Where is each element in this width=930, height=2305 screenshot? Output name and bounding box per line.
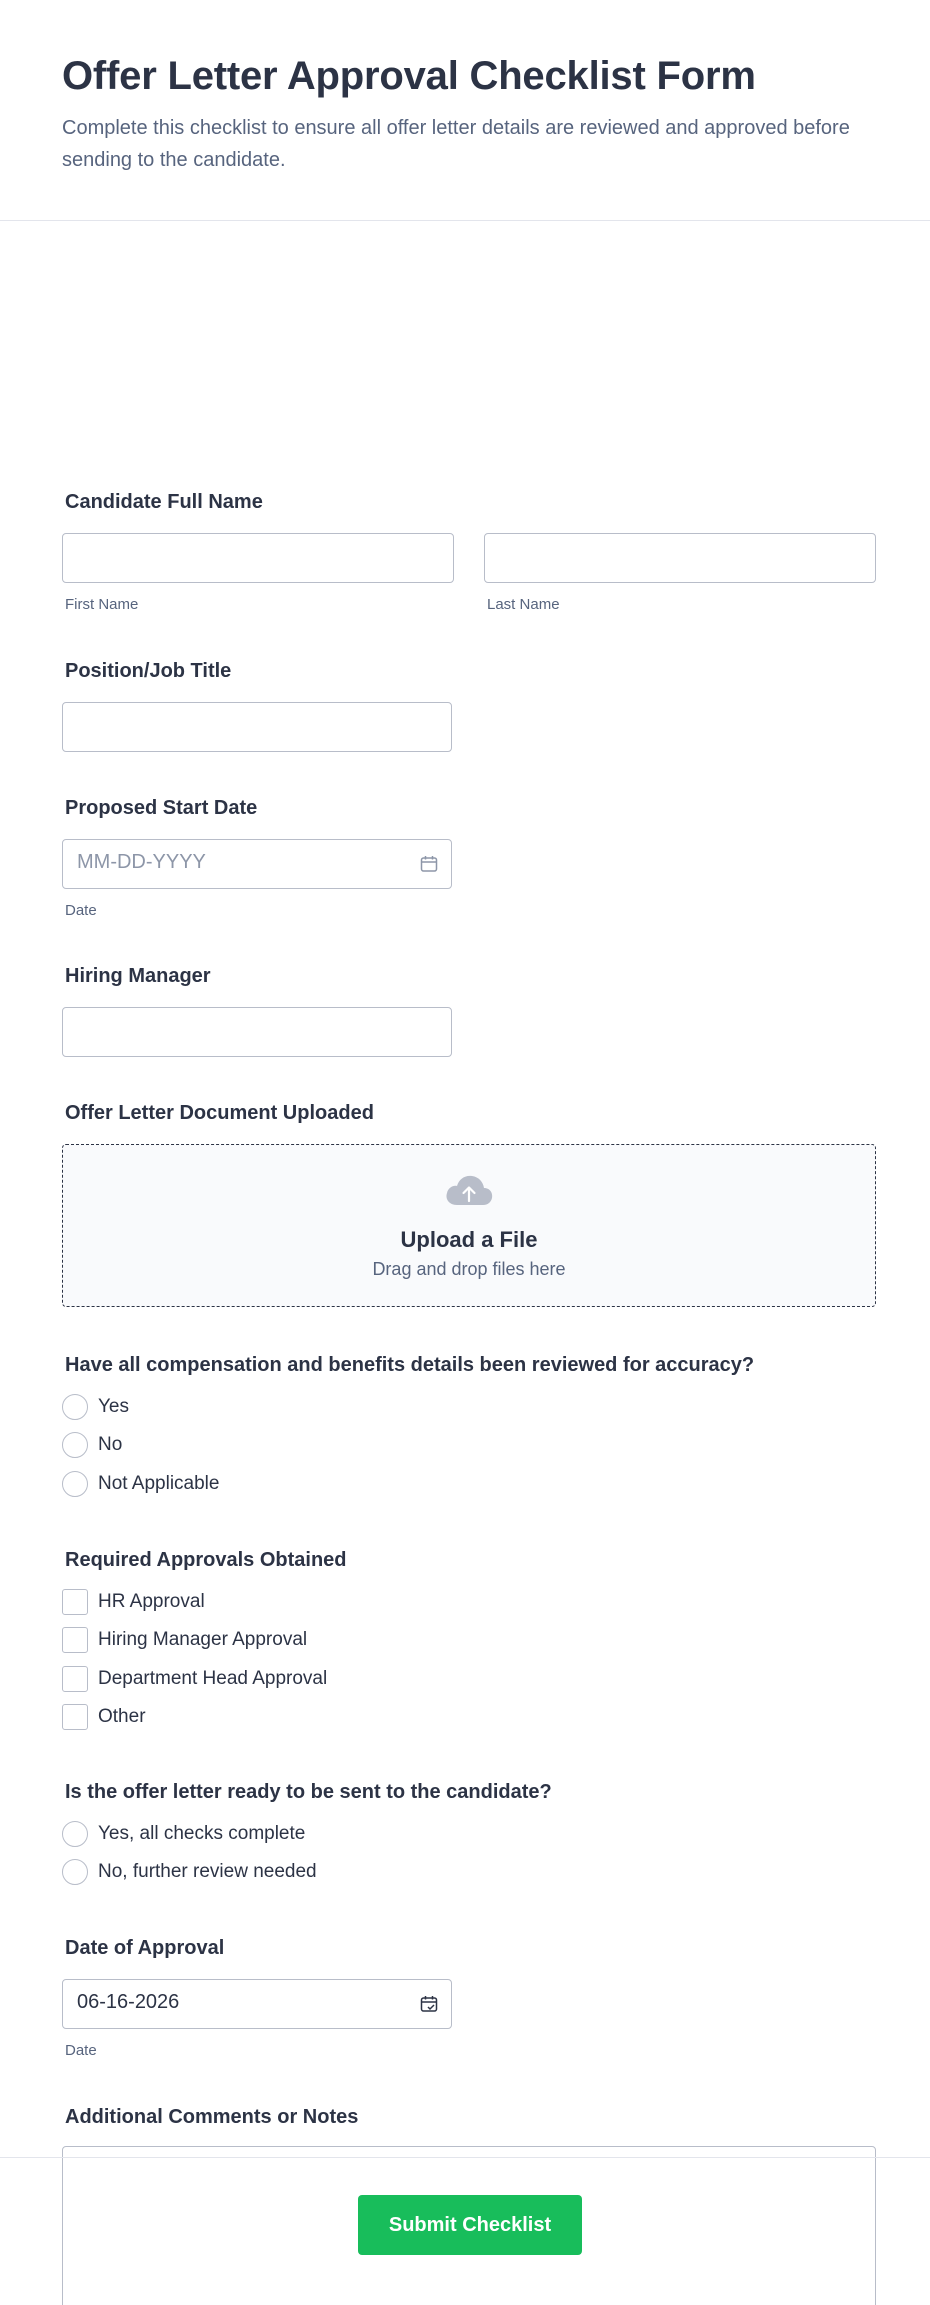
start-date-placeholder: MM-DD-YYYY	[77, 851, 206, 873]
checkbox[interactable]	[62, 1627, 88, 1653]
ready-field	[62, 1779, 876, 1889]
hiring-manager-label: Hiring Manager	[65, 965, 211, 987]
hiring-manager-input[interactable]	[62, 1007, 452, 1057]
radio-button[interactable]	[62, 1432, 88, 1458]
ready-label: Is the offer letter ready to be sent to the candidate?	[65, 1781, 552, 1803]
candidate-name-field	[62, 489, 876, 619]
start-date-label: Proposed Start Date	[65, 797, 258, 819]
approval-date-value: 06-16-2026	[77, 1991, 180, 2013]
compensation-option-not-applicable[interactable]: Not Applicable	[62, 1470, 219, 1498]
position-input[interactable]	[62, 702, 452, 752]
compensation-option-yes[interactable]: Yes	[62, 1393, 129, 1421]
position-label: Position/Job Title	[65, 660, 232, 682]
radio-button[interactable]	[62, 1859, 88, 1885]
approval-date-field	[62, 1935, 876, 2065]
upload-title: Upload a File	[400, 1227, 538, 1252]
radio-button[interactable]	[62, 1394, 88, 1420]
page-title: Offer Letter Approval Checklist Form	[62, 54, 756, 98]
first-name-input[interactable]	[62, 533, 454, 583]
compensation-option-no[interactable]: No	[62, 1431, 122, 1459]
submit-button[interactable]: Submit Checklist	[358, 2195, 582, 2255]
upload-hint: Drag and drop files here	[372, 1259, 566, 1279]
compensation-label: Have all compensation and benefits details been reviewed for accuracy?	[65, 1354, 755, 1376]
cloud-upload-icon	[443, 1171, 495, 1211]
checkbox[interactable]	[62, 1704, 88, 1730]
form-header	[0, 0, 930, 221]
start-date-field	[62, 795, 876, 925]
calendar-check-icon[interactable]	[419, 1994, 439, 2014]
approval-date-label: Date of Approval	[65, 1937, 225, 1959]
upload-field	[62, 1100, 876, 1310]
approval-option-department-head[interactable]: Department Head Approval	[62, 1665, 327, 1693]
hiring-manager-field	[62, 963, 876, 1063]
approvals-label: Required Approvals Obtained	[65, 1549, 347, 1571]
approval-option-hr[interactable]: HR Approval	[62, 1588, 205, 1616]
approval-option-hiring-manager[interactable]: Hiring Manager Approval	[62, 1626, 307, 1654]
radio-button[interactable]	[62, 1471, 88, 1497]
candidate-name-label: Candidate Full Name	[65, 491, 263, 513]
approval-option-other[interactable]: Other	[62, 1703, 146, 1731]
first-name-sublabel: First Name	[65, 596, 139, 613]
last-name-sublabel: Last Name	[487, 596, 560, 613]
start-date-input[interactable]	[62, 839, 452, 889]
approval-date-input[interactable]	[62, 1979, 452, 2029]
compensation-field	[62, 1352, 876, 1502]
ready-option-yes[interactable]: Yes, all checks complete	[62, 1820, 305, 1848]
approval-date-sublabel: Date	[65, 2042, 97, 2059]
footer-divider	[0, 2157, 930, 2158]
calendar-icon[interactable]	[419, 854, 439, 874]
ready-option-no[interactable]: No, further review needed	[62, 1858, 317, 1886]
upload-label: Offer Letter Document Uploaded	[65, 1102, 374, 1124]
radio-button[interactable]	[62, 1821, 88, 1847]
approvals-field	[62, 1547, 876, 1737]
position-field	[62, 658, 876, 758]
checkbox[interactable]	[62, 1589, 88, 1615]
page-subtitle: Complete this checklist to ensure all offer letter details are reviewed and approved before sending to the candidate.	[62, 117, 850, 171]
comments-label: Additional Comments or Notes	[65, 2106, 359, 2128]
file-upload-dropzone[interactable]	[62, 1144, 876, 1307]
start-date-sublabel: Date	[65, 902, 97, 919]
checkbox[interactable]	[62, 1666, 88, 1692]
last-name-input[interactable]	[484, 533, 876, 583]
